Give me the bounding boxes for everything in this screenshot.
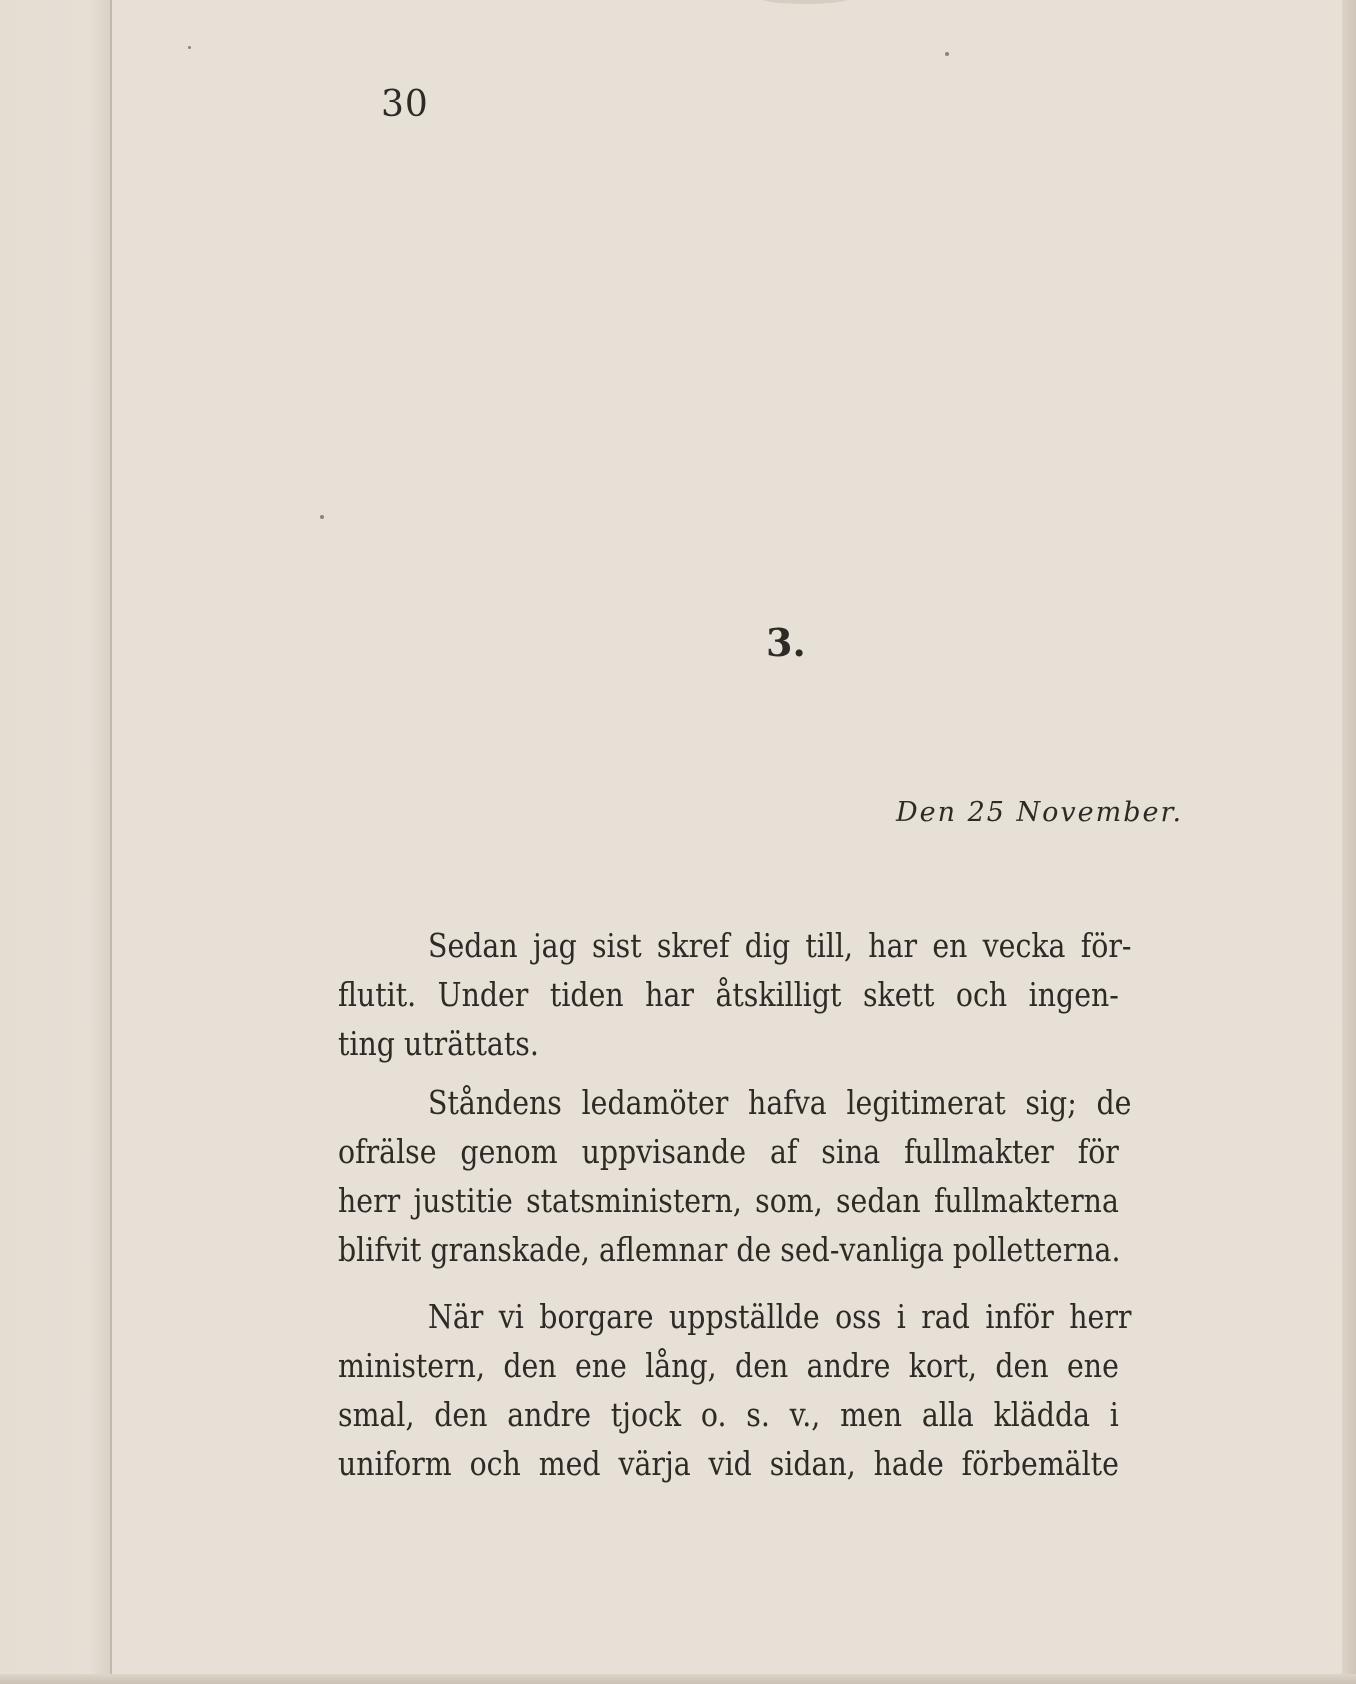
body-line: smal, den andre tjock o. s. v., men alla klädda i bbox=[338, 1395, 1119, 1434]
page-bottom-edge bbox=[0, 1674, 1356, 1684]
body-line: herr justitie statsministern, som, sedan fullmakterna bbox=[338, 1181, 1119, 1220]
page-number: 30 bbox=[381, 84, 429, 125]
paper-speck bbox=[320, 515, 324, 519]
body-line: flutit. Under tiden har åtskilligt skett och ingen- bbox=[338, 975, 1119, 1014]
letter-dateline: Den 25 November. bbox=[896, 797, 1184, 828]
body-line: ministern, den ene lång, den andre kort, den ene bbox=[338, 1346, 1119, 1385]
section-number: 3. bbox=[766, 620, 806, 665]
body-line: blifvit granskade, aflemnar de sed-vanliga polletterna. bbox=[338, 1230, 1121, 1269]
body-line: ting uträttats. bbox=[338, 1024, 539, 1063]
body-line: När vi borgare uppställde oss i rad inför herr bbox=[428, 1297, 1132, 1336]
body-line: Sedan jag sist skref dig till, har en vecka för- bbox=[428, 926, 1132, 965]
paper-speck bbox=[945, 52, 949, 56]
paper-stain bbox=[760, 0, 850, 4]
body-line: ofrälse genom uppvisande af sina fullmakter för bbox=[338, 1132, 1119, 1171]
binding-fold bbox=[110, 0, 112, 1684]
body-line: Ståndens ledamöter hafva legitimerat sig; de bbox=[428, 1083, 1132, 1122]
page-right-edge bbox=[1342, 0, 1356, 1684]
body-line: uniform och med värja vid sidan, hade förbemälte bbox=[338, 1444, 1119, 1483]
binding-gutter bbox=[0, 0, 112, 1684]
paper-speck bbox=[188, 46, 191, 49]
